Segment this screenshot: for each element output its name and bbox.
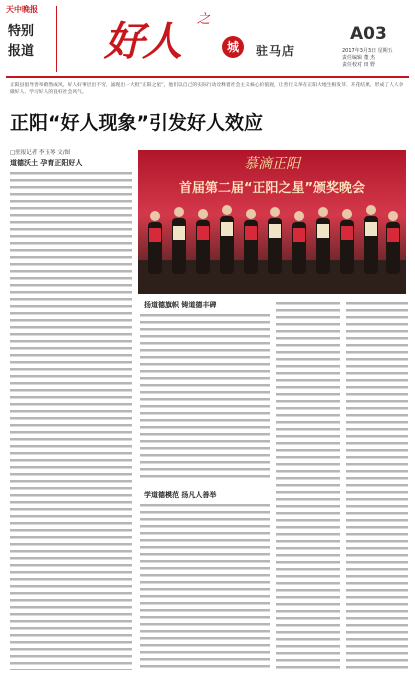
paper-logo: 天中晚报 <box>6 5 38 14</box>
event-photo <box>138 150 406 294</box>
body-text-col-3 <box>276 300 340 670</box>
masthead-zhi: 之 <box>197 12 211 27</box>
photo-graphic <box>138 150 406 294</box>
body-text-col-1 <box>10 170 132 476</box>
photo-caption-text: 首届第二届“正阳之星”颁奖晚会 <box>178 181 366 196</box>
page-number: A03 <box>350 24 387 44</box>
header-rule <box>6 76 409 78</box>
photo-banner-text: 慕滴正阳 <box>244 156 300 172</box>
masthead-title: 好人 <box>104 18 180 65</box>
body-text-col-2 <box>140 312 270 482</box>
subhead-3: 学道德模范 扬凡人善举 <box>144 491 217 499</box>
intro-paragraph: 正阳县倡导善举蔚然成风，好人好事层出不穷，涌现出一大批“正阳之星”，他们以自己的实际行动诠释着社会主义核心价值观，让善行义举在正阳大地生根发芽、开花结果，形成了人人争做好人、学习好人的良好社会风气。 <box>10 83 404 95</box>
body-text-col-2b <box>140 502 270 670</box>
issue-meta: 2017年3月3日 星期五 责任编辑 董 杰 责任校对 田 野 <box>342 48 393 68</box>
header-divider <box>56 6 57 72</box>
body-text-col-1b <box>10 478 132 670</box>
section-label: 特别 报道 <box>8 24 35 59</box>
headline: 正阳“好人现象”引发好人效应 <box>10 112 263 134</box>
body-text-col-4 <box>346 300 408 670</box>
masthead-seal: 城 <box>222 36 244 58</box>
masthead-place: 驻马店 <box>256 44 296 58</box>
subhead-1: 道德沃土 孕育正阳好人 <box>10 159 83 167</box>
subhead-2: 扬道德旗帜 铸道德丰碑 <box>144 301 217 309</box>
byline: □驻报记者 李玉琴 文/图 <box>10 150 71 156</box>
